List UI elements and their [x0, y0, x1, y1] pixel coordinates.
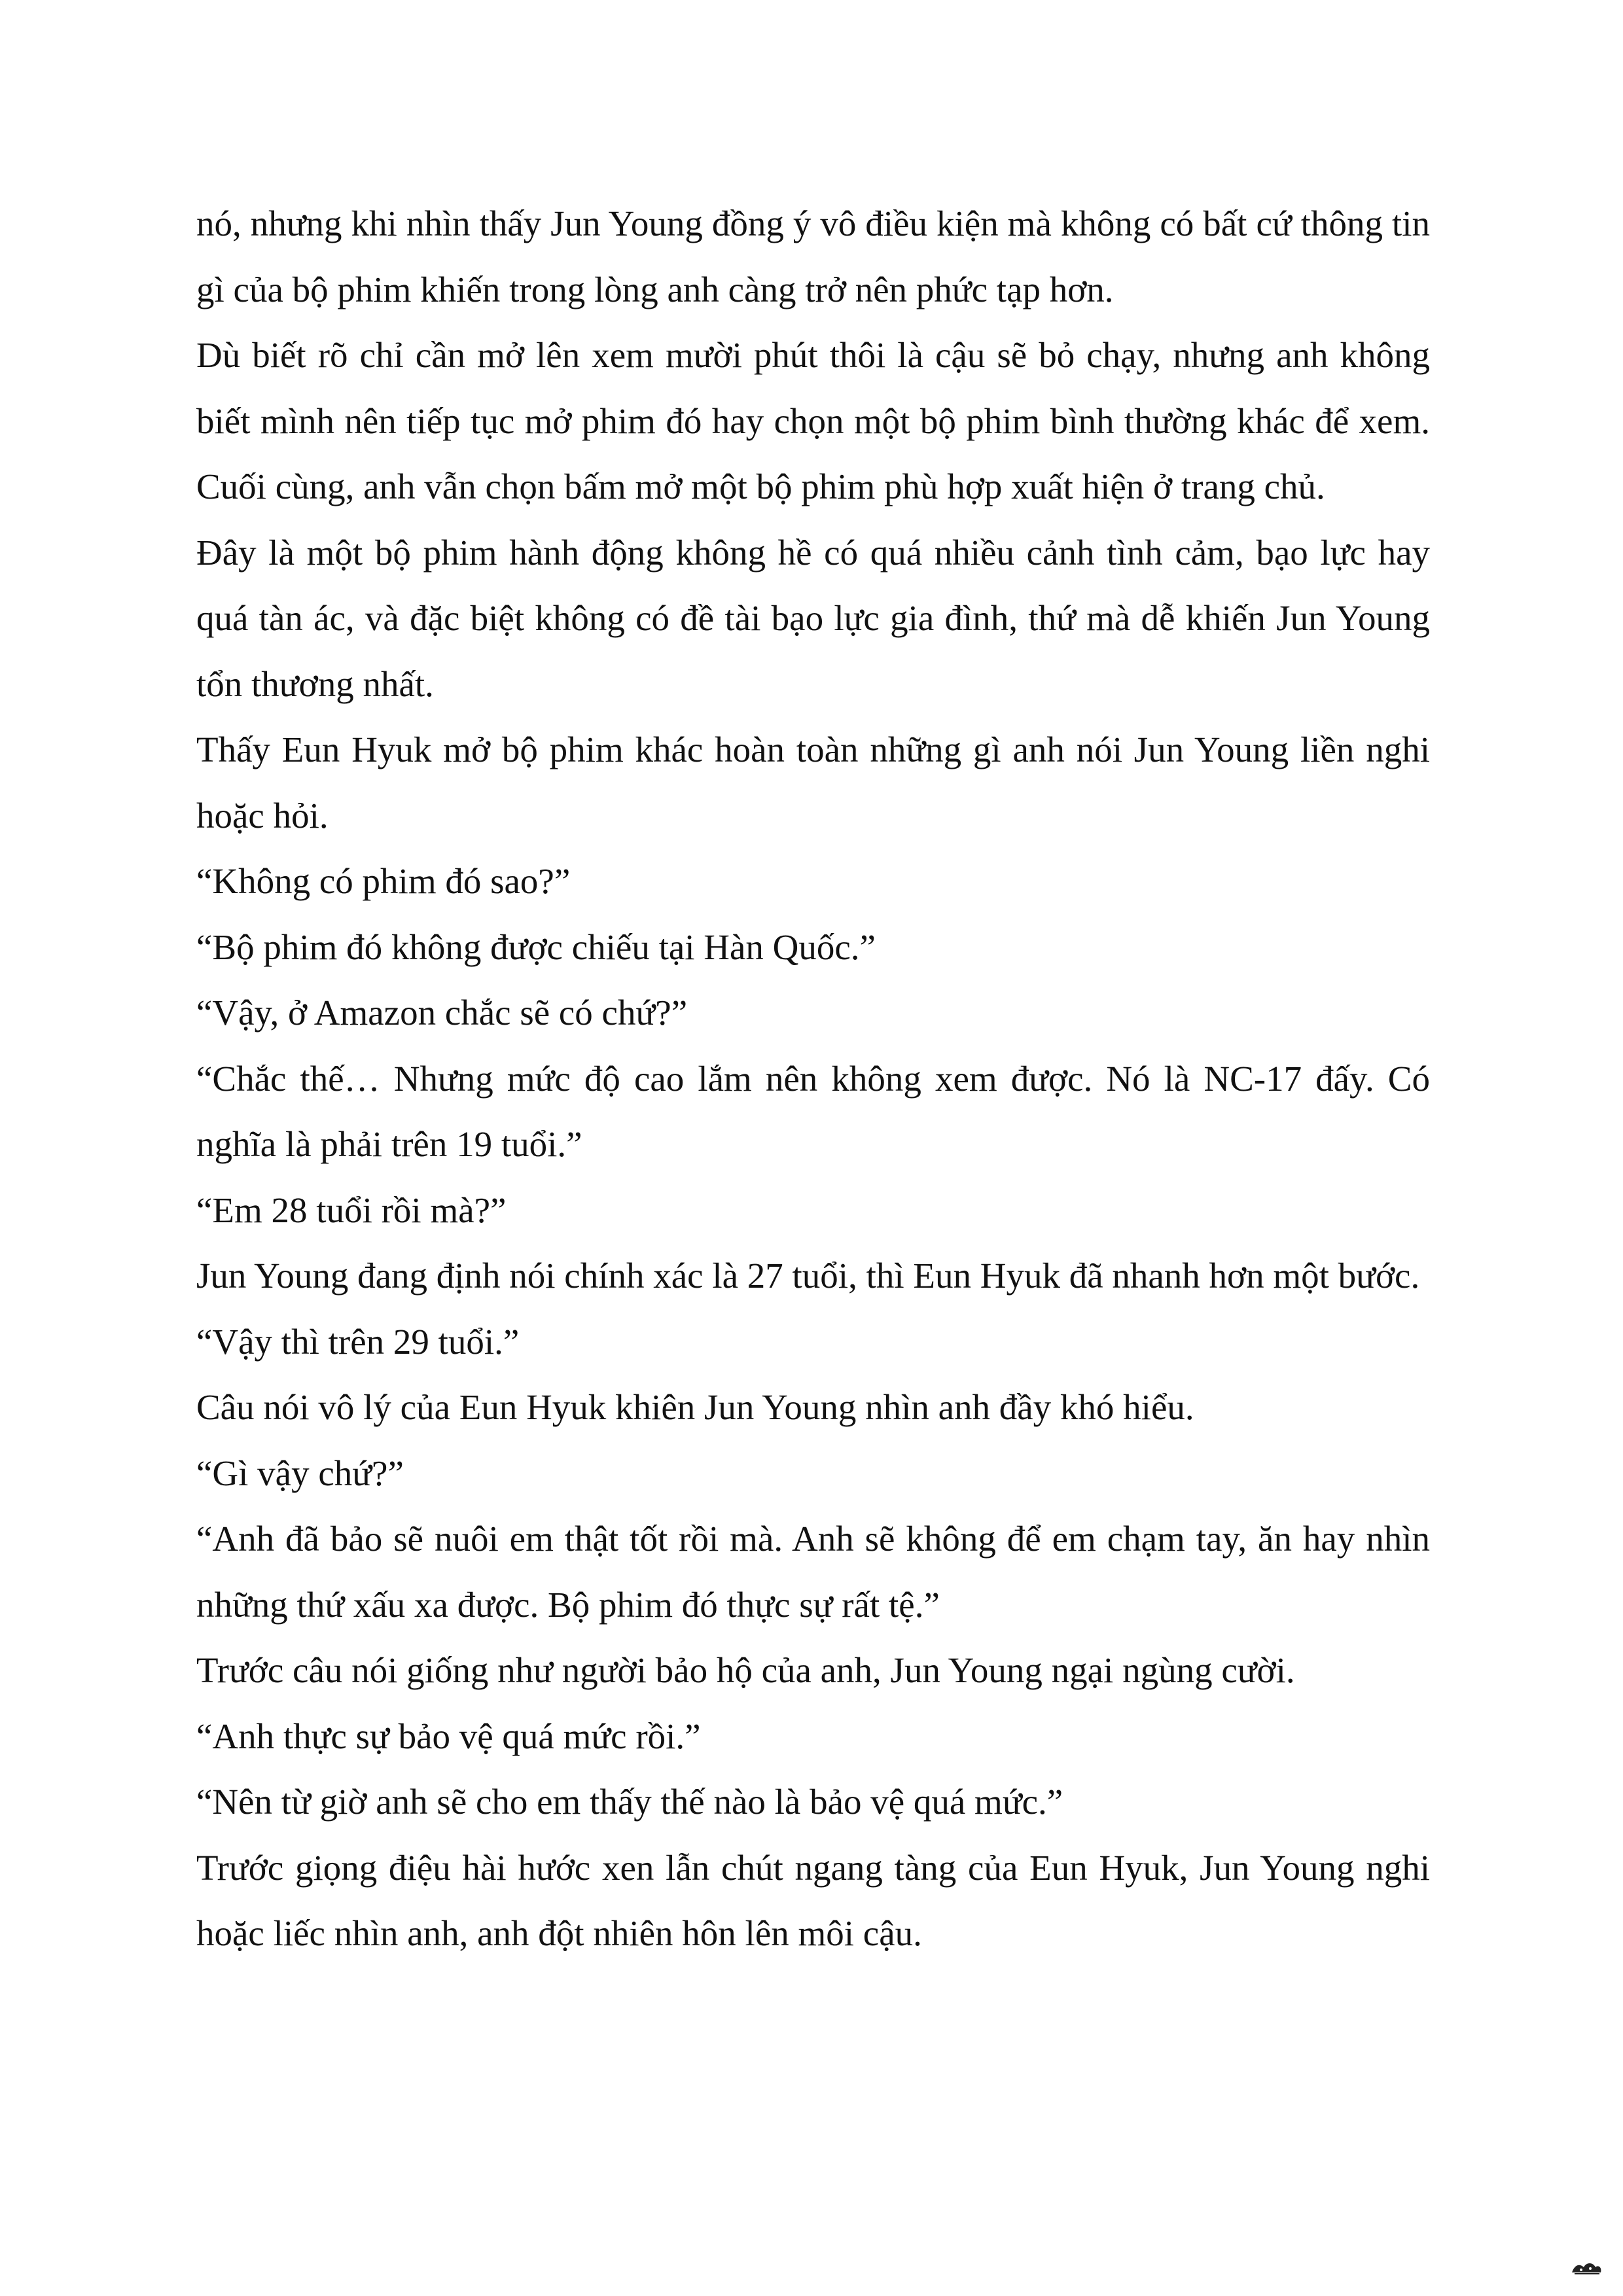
dialogue-line: “Vậy thì trên 29 tuổi.”: [196, 1321, 520, 1362]
dialogue-line: “Gì vậy chứ?”: [196, 1453, 404, 1493]
dialogue-line: “Bộ phim đó không được chiếu tại Hàn Quốc.”: [196, 927, 876, 967]
body-text: [196, 191, 1430, 1967]
paragraph: Jun Young đang định nói chính xác là 27 tuổi, thì Eun Hyuk đã nhanh hơn một bước.: [196, 1256, 1420, 1296]
paragraph: Thấy Eun Hyuk mở bộ phim khác hoàn toàn những gì anh nói Jun Young liền nghi hoặc hỏi.: [196, 730, 1430, 836]
paragraph: Dù biết rõ chỉ cần mở lên xem mười phút thôi là cậu sẽ bỏ chạy, nhưng anh không biết mình nên tiếp tục mở phim đó hay chọn một bộ phim bình thường khác để xem. Cuối cùng, anh vẫn chọn bấm mở một bộ phim phù hợp xuất hiện ở trang chủ.: [196, 335, 1430, 506]
paragraph: Trước giọng điệu hài hước xen lẫn chút ngang tàng của Eun Hyuk, Jun Young nghi hoặc liếc nhìn anh, anh đột nhiên hôn lên môi cậu.: [196, 1847, 1430, 1953]
dialogue-line: “Không có phim đó sao?”: [196, 861, 571, 901]
paragraph: Đây là một bộ phim hành động không hề có quá nhiều cảnh tình cảm, bạo lực hay quá tàn ác, và đặc biệt không có đề tài bạo lực gia đình, thứ mà dễ khiến Jun Young tổn thương nhất.: [196, 532, 1430, 704]
scanlation-logo-icon: [1569, 2259, 1603, 2278]
paragraph: Trước câu nói giống như người bảo hộ của anh, Jun Young ngại ngùng cười.: [196, 1650, 1295, 1690]
dialogue-line: “Em 28 tuổi rồi mà?”: [196, 1190, 507, 1230]
dialogue-line: “Anh đã bảo sẽ nuôi em thật tốt rồi mà. Anh sẽ không để em chạm tay, ăn hay nhìn những thứ xấu xa được. Bộ phim đó thực sự rất tệ.”: [196, 1519, 1430, 1625]
dialogue-line: “Vậy, ở Amazon chắc sẽ có chứ?”: [196, 993, 688, 1033]
dialogue-line: “Chắc thế… Nhưng mức độ cao lắm nên không xem được. Nó là NC-17 đấy. Có nghĩa là phải trên 19 tuổi.”: [196, 1058, 1430, 1164]
dialogue-line: “Anh thực sự bảo vệ quá mức rồi.”: [196, 1716, 701, 1756]
dialogue-line: “Nên từ giờ anh sẽ cho em thấy thế nào là bảo vệ quá mức.”: [196, 1782, 1063, 1822]
paragraph: nó, nhưng khi nhìn thấy Jun Young đồng ý vô điều kiện mà không có bất cứ thông tin gì của bộ phim khiến trong lòng anh càng trở nên phức tạp hơn.: [196, 203, 1430, 309]
paragraph: Câu nói vô lý của Eun Hyuk khiên Jun Young nhìn anh đầy khó hiểu.: [196, 1387, 1194, 1427]
